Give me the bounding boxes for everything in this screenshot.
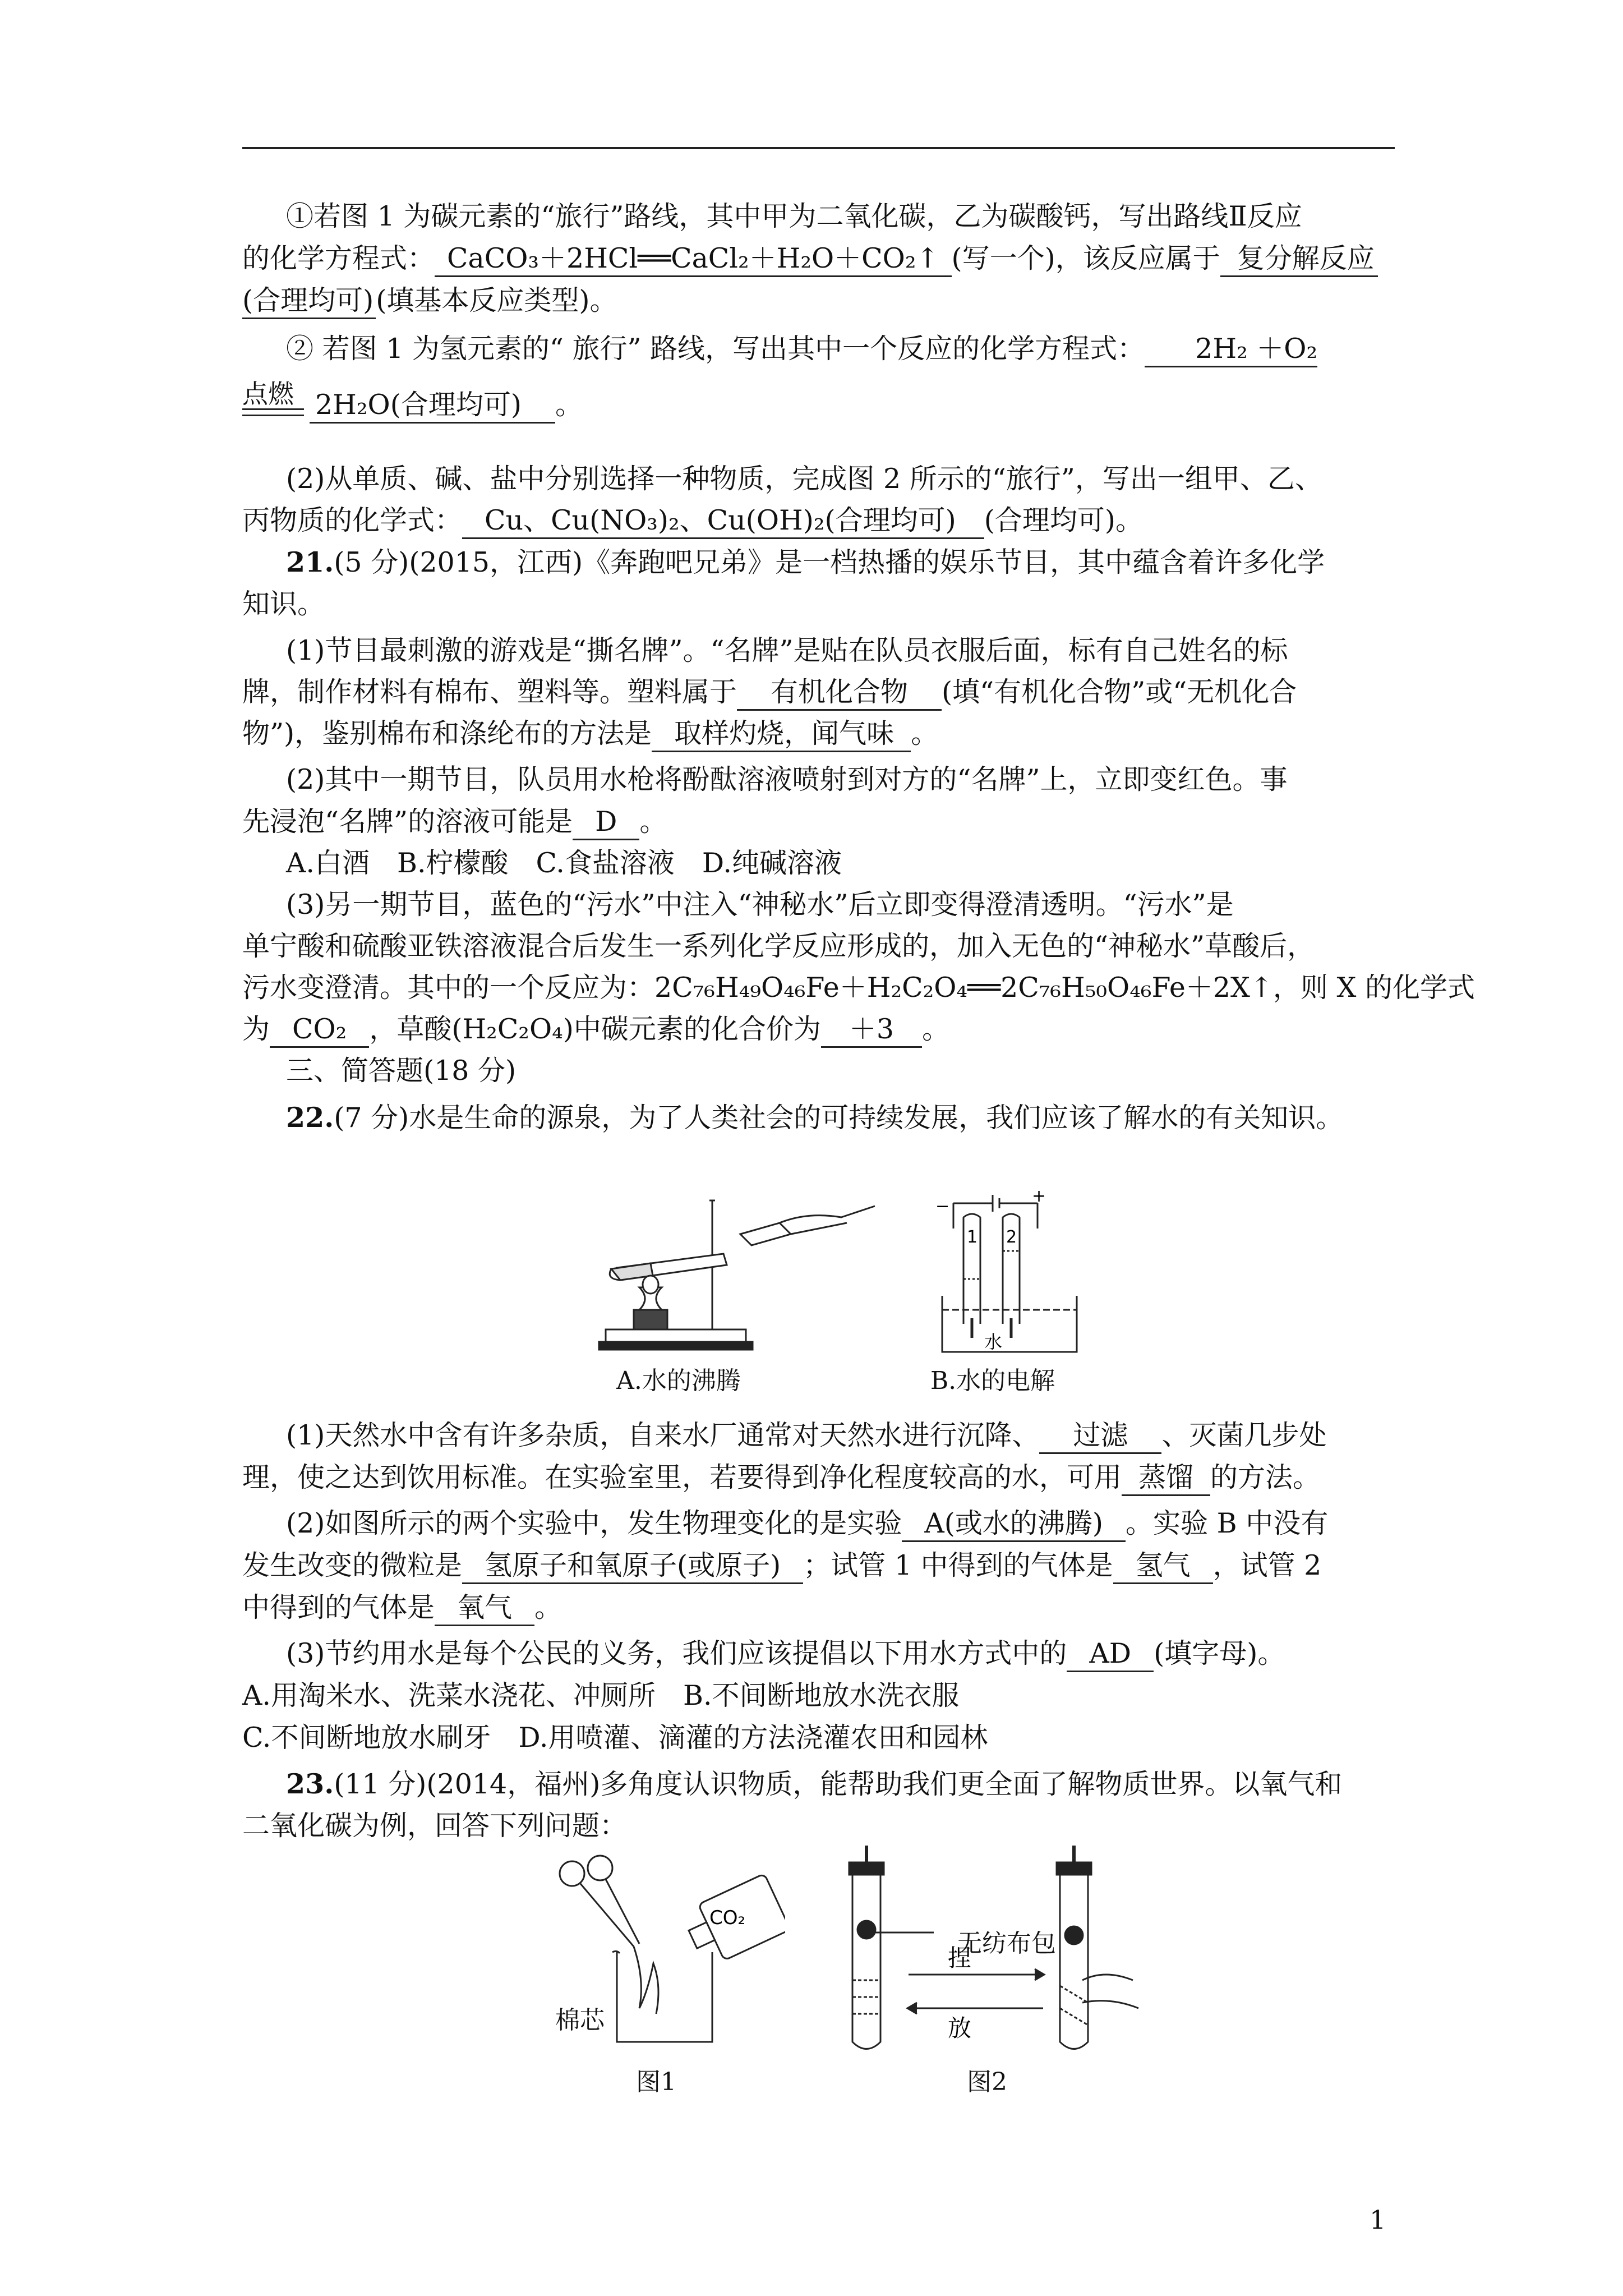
header-rule	[242, 147, 1395, 149]
q22-s1-line1: (1)天然水中含有许多杂质，自来水厂通常对天然水进行沉降、 过滤 、灭菌几步处	[286, 1416, 1395, 1455]
q22-s3-line1: (3)节约用水是每个公民的义务，我们应该提倡以下用水方式中的 AD (填字母)。	[286, 1635, 1395, 1673]
svg-text:−: −	[935, 1197, 950, 1216]
answer-blank: 复分解反应	[1220, 242, 1378, 277]
q22-s3-options-1: A.用淘米水、洗菜水浇花、冲厕所 B.不间断地放水洗衣服	[242, 1680, 960, 1711]
fig-b-caption: B.水的电解	[930, 1366, 1055, 1395]
q21-s3-line2: 单宁酸和硫酸亚铁溶液混合后发生一系列化学反应形成的，加入无色的“神秘水”草酸后，	[242, 930, 1315, 962]
answer-blank: AD	[1067, 1637, 1154, 1672]
q23-head-line2: 二氧化碳为例，回答下列问题：	[242, 1810, 628, 1842]
q21-head-line2: 知识。	[242, 588, 325, 620]
section-heading: 三、简答题(18 分)	[286, 1055, 517, 1087]
reaction-condition: 点燃	[242, 386, 310, 424]
q21-s1-line1: (1)节目最刺激的游戏是“撕名牌”。“名牌”是贴在队员衣服后面，标有自己姓名的标	[286, 634, 1288, 666]
q20-p2-line2: 点燃 2H₂O(合理均可) 。	[242, 386, 1395, 424]
answer-blank: CaCO₃＋2HCl══CaCl₂＋H₂O＋CO₂↑	[435, 242, 952, 277]
answer-blank: A(或水的沸腾)	[902, 1507, 1126, 1542]
fig2-caption: 图2	[967, 2068, 1007, 2096]
answer-blank: D	[573, 805, 639, 840]
answer-blank: 2H₂O(合理均可)	[310, 388, 555, 424]
answer-blank: 氢气	[1113, 1549, 1213, 1584]
answer-blank: Cu、Cu(NO₃)₂、Cu(OH)₂(合理均可)	[462, 504, 984, 539]
q22-head: 22.(7 分)水是生命的源泉，为了人类社会的可持续发展，我们应该了解水的有关知识。	[286, 1101, 1344, 1134]
answer-blank: 氢原子和氧原子(或原子)	[462, 1549, 803, 1584]
figure-electrolysis	[931, 1189, 1099, 1363]
q21-s1-line2: 牌，制作材料有棉布、塑料等。塑料属于 有机化合物 (填“有机化合物”或“无机化合	[242, 673, 1395, 711]
release-label: 放	[948, 2014, 972, 2042]
answer-blank: 取样灼烧，闻气味	[652, 717, 911, 752]
tube-2-label: 2	[1006, 1227, 1017, 1247]
answer-blank: 氧气	[435, 1591, 534, 1626]
q21-s2-line1: (2)其中一期节目，队员用水枪将酚酞溶液喷射到对方的“名牌”上，立即变红色。事	[286, 763, 1288, 795]
pinch-label: 捏	[948, 1944, 972, 1972]
q22-s3-options-2: C.不间断地放水刷牙 D.用喷灌、滴灌的方法浇灌农田和园林	[242, 1722, 988, 1754]
q21-s2-options: A.白酒 B.柠檬酸 C.食盐溶液 D.纯碱溶液	[286, 847, 842, 879]
q20-p1-line3: (合理均可)(填基本反应类型)。	[242, 282, 1395, 320]
water-label: 水	[984, 1331, 1003, 1352]
q23-head-line1: 23.(11 分)(2014，福州)多角度认识物质，能帮助我们更全面了解物质世界。以氧气和	[286, 1768, 1343, 1800]
answer-blank: 有机化合物	[737, 675, 942, 711]
q20-p3-line2: 丙物质的化学式： Cu、Cu(NO₃)₂、Cu(OH)₂(合理均可) (合理均可)。	[242, 501, 1395, 540]
fig-a-caption: A.水的沸腾	[616, 1366, 741, 1395]
svg-text:+: +	[1032, 1189, 1046, 1206]
q21-head-line1: 21.(5 分)(2015，江西)《奔跑吧兄弟》是一档热播的娱乐节目，其中蕴含着许多化学	[286, 546, 1325, 578]
q22-s2-line3: 中得到的气体是 氧气 。	[242, 1589, 1395, 1627]
q22-s2-line1: (2)如图所示的两个实验中，发生物理变化的是实验 A(或水的沸腾) 。实验 B 中没有	[286, 1504, 1395, 1543]
q21-s3-line3: 污水变澄清。其中的一个反应为：2C₇₆H₄₉O₄₆Fe＋H₂C₂O₄══2C₇₆H₅₀O₄₆Fe＋2X↑，则 X 的化学式	[242, 972, 1475, 1004]
q21-s3-line1: (3)另一期节目，蓝色的“污水”中注入“神秘水”后立即变得澄清透明。“污水”是	[286, 889, 1234, 921]
co2-label: CO₂	[709, 1907, 746, 1929]
answer-blank: 2H₂ ＋O₂	[1145, 332, 1317, 367]
tube-1-label: 1	[967, 1227, 978, 1247]
fig1-caption: 图1	[636, 2068, 676, 2096]
page-number: 1	[1370, 2205, 1386, 2235]
q20-p1-line1: ①若图 1 为碳元素的“旅行”路线，其中甲为二氧化碳，乙为碳酸钙，写出路线Ⅱ反应	[286, 200, 1302, 232]
answer-blank: (合理均可)	[242, 284, 376, 319]
q21-s3-line4: 为 CO₂ ，草酸(H₂C₂O₄)中碳元素的化合价为 ＋3 。	[242, 1010, 1395, 1048]
answer-blank: 过滤	[1039, 1419, 1161, 1454]
q22-s2-line2: 发生改变的微粒是 氢原子和氧原子(或原子) ；试管 1 中得到的气体是 氢气 ，试管 2	[242, 1547, 1395, 1585]
figure-water-boiling	[594, 1189, 886, 1358]
answer-blank: ＋3	[821, 1013, 922, 1048]
q21-s1-line3: 物”)，鉴别棉布和涤纶布的方法是 取样灼烧，闻气味 。	[242, 715, 1395, 753]
fig2-bag-label: 无纺布包	[957, 1929, 1056, 1958]
fig1-core-label: 棉芯	[555, 2006, 605, 2035]
q20-p2-line1: ② 若图 1 为氢元素的“ 旅行” 路线，写出其中一个反应的化学方程式： 2H₂ ＋O₂	[286, 330, 1395, 368]
q22-s1-line2: 理，使之达到饮用标准。在实验室里，若要得到净化程度较高的水，可用 蒸馏 的方法。	[242, 1458, 1395, 1497]
answer-blank: CO₂	[270, 1013, 369, 1048]
q20-p3-line1: (2)从单质、碱、盐中分别选择一种物质，完成图 2 所示的“旅行”，写出一组甲、乙、	[286, 463, 1322, 495]
q21-s2-line2: 先浸泡“名牌”的溶液可能是 D 。	[242, 803, 1395, 841]
answer-blank: 蒸馏	[1122, 1461, 1210, 1496]
q20-p1-line2: 的化学方程式： CaCO₃＋2HCl══CaCl₂＋H₂O＋CO₂↑ (写一个)，该反应属于 复分解反应	[242, 240, 1395, 278]
